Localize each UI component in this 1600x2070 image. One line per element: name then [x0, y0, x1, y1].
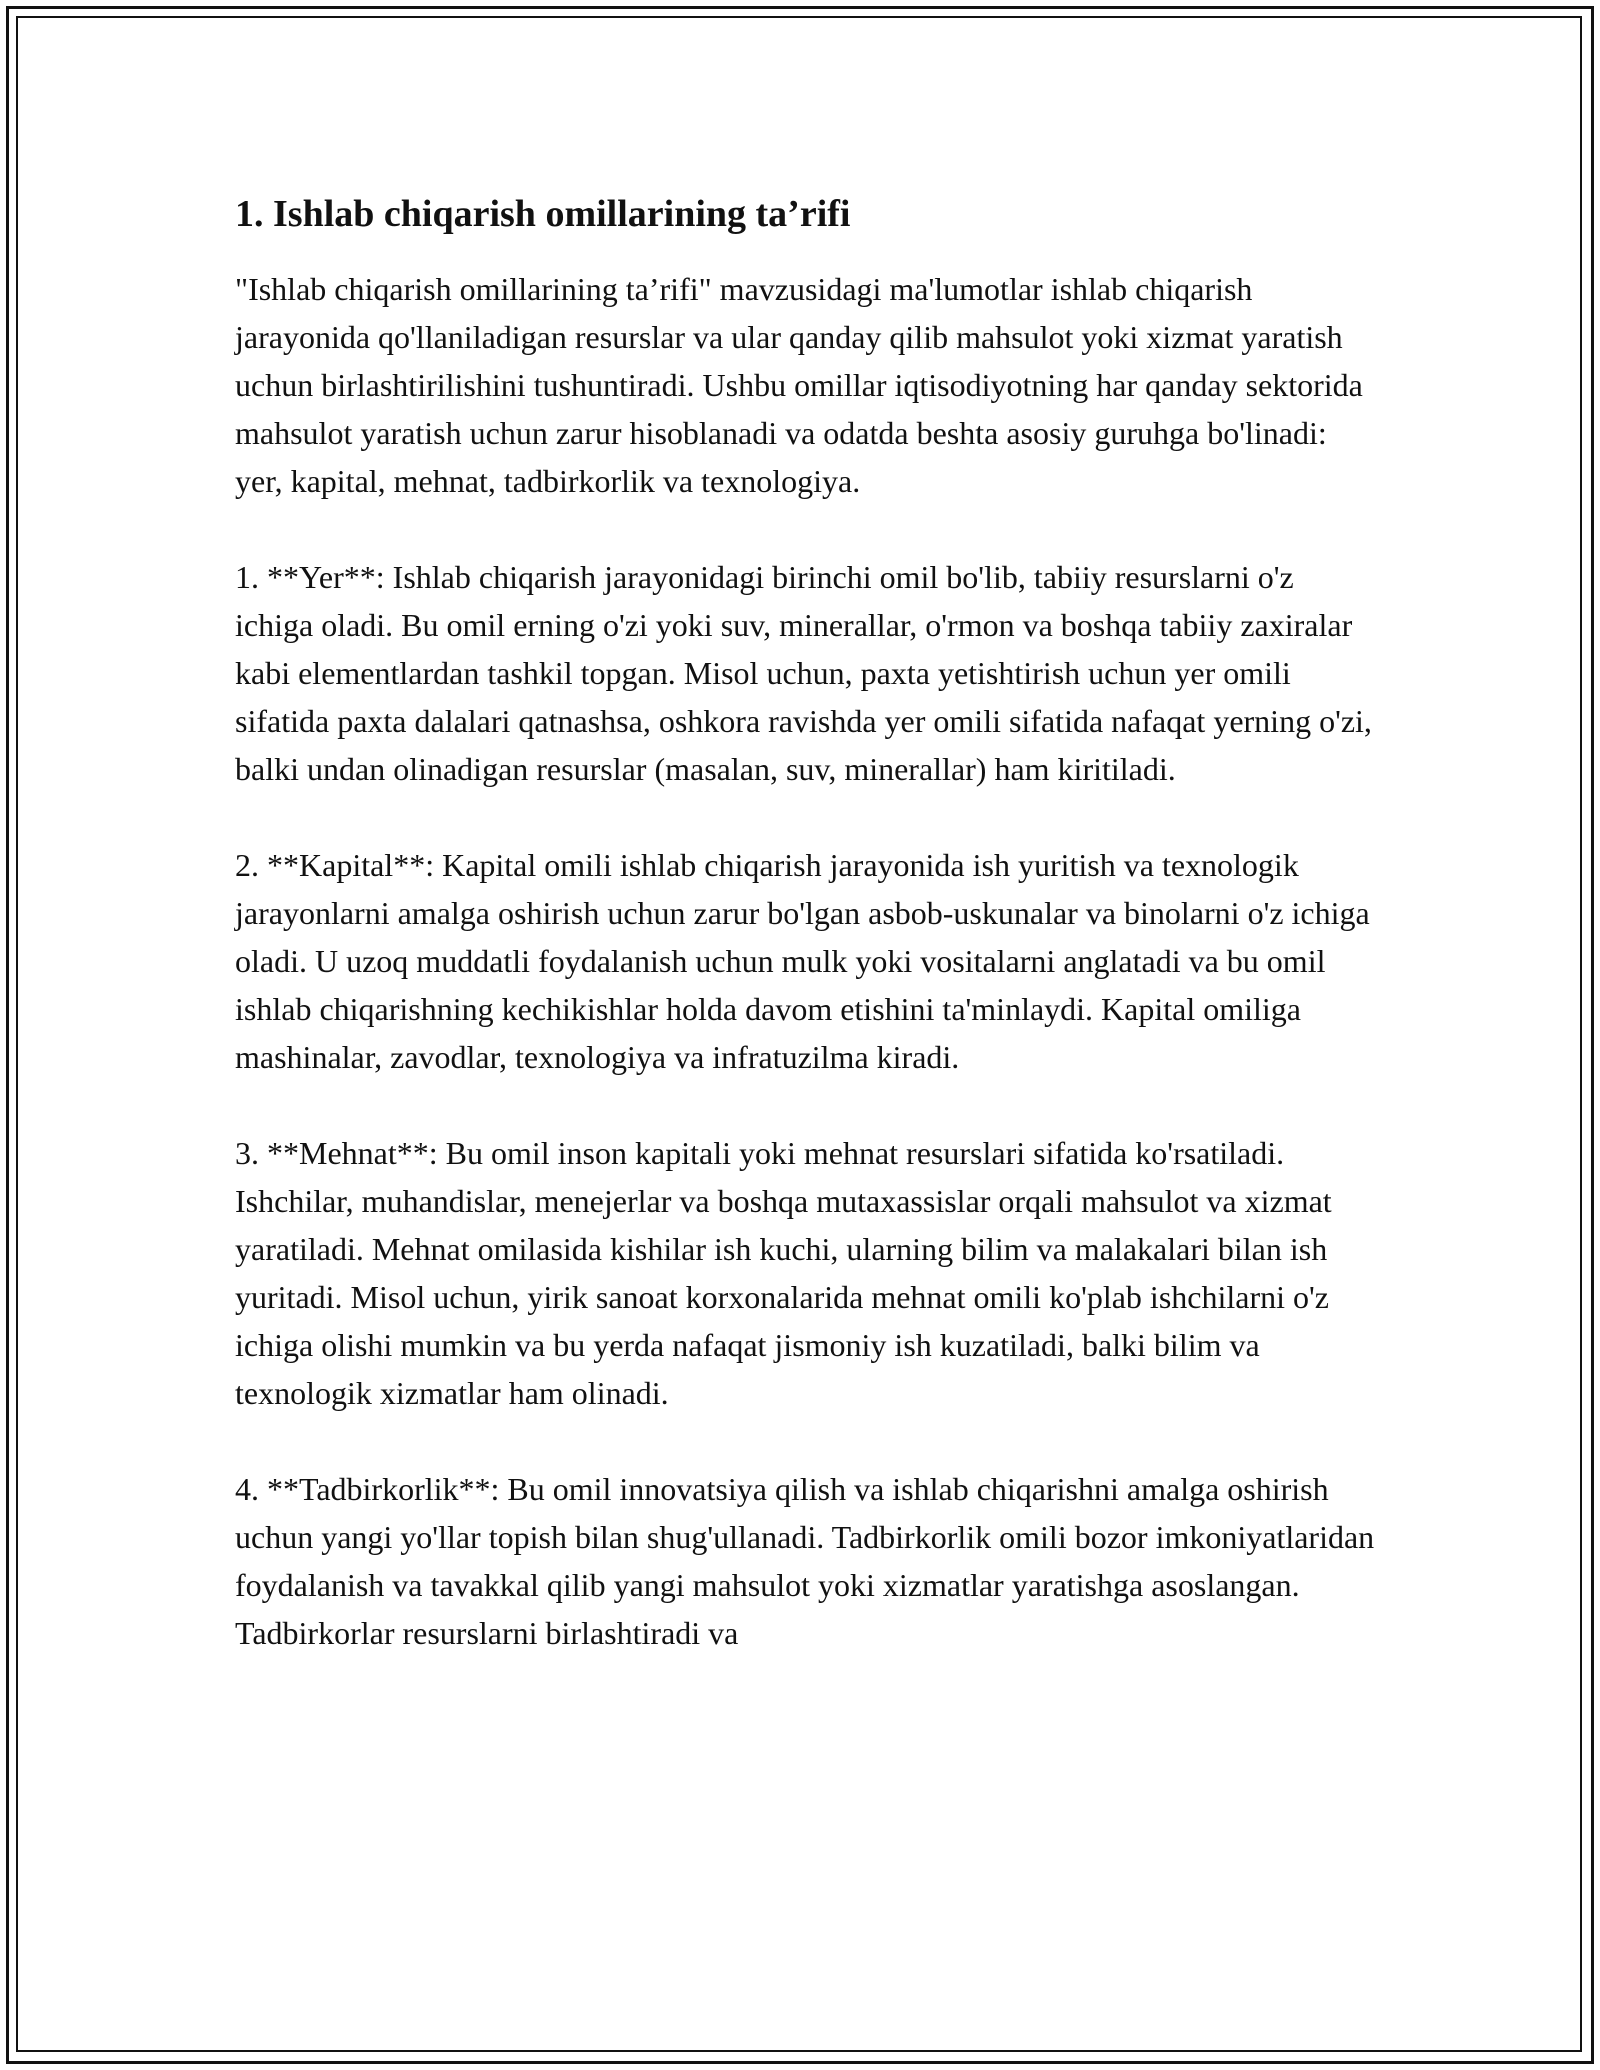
paragraph-yer: 1. **Yer**: Ishlab chiqarish jarayonidagi birinchi omil bo'lib, tabiiy resurslarni o'z ichiga oladi. Bu omil erning o'zi yoki suv, minerallar, o'rmon va boshqa tabiiy zaxiralar kabi elementlardan tashkil topgan. Misol uchun, paxta yetishtirish uchun yer omili sifatida paxta dalalari qatnashsa, oshkora ravishda yer omili sifatida nafaqat yerning o'zi, balki undan olinadigan resurslar (masalan, suv, minerallar) ham kiritiladi.	[235, 559, 1372, 787]
document-body	[235, 185, 1375, 1705]
paragraph-kapital: 2. **Kapital**: Kapital omili ishlab chiqarish jarayonida ish yuritish va texnologik jarayonlarni amalga oshirish uchun zarur bo'lgan asbob-uskunalar va binolarni o'z ichiga oladi. U uzoq muddatli foydalanish uchun mulk yoki vositalarni anglatadi va bu omil ishlab chiqarishning kechikishlar holda davom etishini ta'minlaydi. Kapital omiliga mashinalar, zavodlar, texnologiya va infratuzilma kiradi.	[235, 847, 1370, 1075]
intro-paragraph: "Ishlab chiqarish omillarining ta’rifi" mavzusidagi ma'lumotlar ishlab chiqarish jarayonida qo'llaniladigan resurslar va ular qanday qilib mahsulot yoki xizmat yaratish uchun birlashtirilishini tushuntiradi. Ushbu omillar iqtisodiyotning har qanday sektorida mahsulot yaratish uchun zarur hisoblanadi va odatda beshta asosiy guruhga bo'linadi: yer, kapital, mehnat, tadbirkorlik va texnologiya.	[235, 271, 1363, 499]
paragraph-tadbirkorlik: 4. **Tadbirkorlik**: Bu omil innovatsiya qilish va ishlab chiqarishni amalga oshirish uchun yangi yo'llar topish bilan shug'ullanadi. Tadbirkorlik omili bozor imkoniyatlaridan foydalanish va tavakkal qilib yangi mahsulot yoki xizmatlar yaratishga asoslangan. Tadbirkorlar resurslarni birlashtiradi va	[235, 1471, 1375, 1651]
paragraph-mehnat: 3. **Mehnat**: Bu omil inson kapitali yoki mehnat resurslari sifatida ko'rsatiladi. Ishchilar, muhandislar, menejerlar va boshqa mutaxassislar orqali mahsulot va xizmat yaratiladi. Mehnat omilasida kishilar ish kuchi, ularning bilim va malakalari bilan ish yuritadi. Misol uchun, yirik sanoat korxonalarida mehnat omili ko'plab ishchilarni o'z ichiga olishi mumkin va bu yerda nafaqat jismoniy ish kuzatiladi, balki bilim va texnologik xizmatlar ham olinadi.	[235, 1135, 1332, 1411]
section-heading: 1. Ishlab chiqarish omillarining ta’rifi	[235, 193, 851, 235]
